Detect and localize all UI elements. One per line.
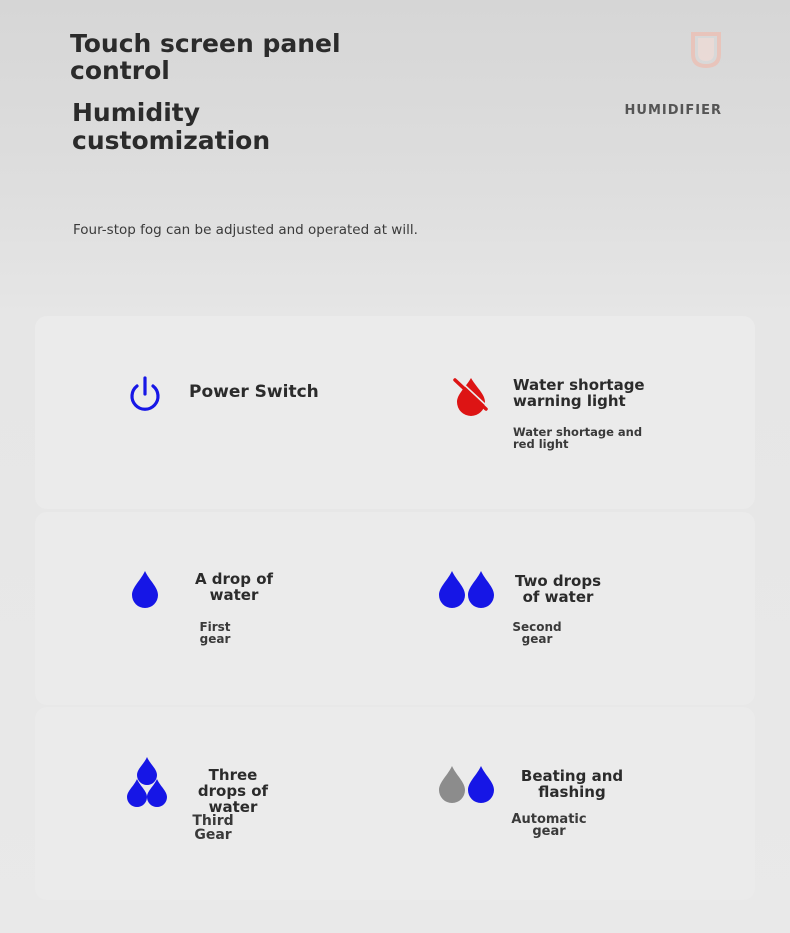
header (0, 0, 790, 300)
power-icon[interactable] (127, 376, 163, 414)
page-title: Touch screen panel control (70, 29, 341, 85)
brand-name: HUMIDIFIER (624, 103, 722, 118)
flashing-drops-icon (439, 764, 495, 804)
three-drops-sublabel: Third Gear (192, 813, 234, 843)
page-subtitle: Humidity customization (72, 98, 271, 155)
flashing-drops-sublabel: Automatic gear (511, 812, 587, 839)
two-drops-label: Two drops of water (514, 572, 602, 606)
three-drops-icon (126, 755, 168, 809)
two-drops-sublabel: Second gear (512, 620, 562, 646)
page-description: Four-stop fog can be adjusted and operated at will. (73, 222, 418, 238)
two-drops-icon (439, 569, 495, 609)
flashing-drops-label: Beating and flashing (520, 767, 624, 801)
power-switch-label: Power Switch (189, 382, 319, 402)
feature-card-2 (35, 512, 755, 705)
water-shortage-sublabel: Water shortage and red light (513, 425, 643, 451)
one-drop-sublabel: First gear (199, 620, 231, 646)
one-drop-icon (131, 569, 159, 609)
feature-card-1 (35, 316, 755, 509)
three-drops-label: Three drops of water (197, 766, 269, 816)
feature-card-3 (35, 707, 755, 900)
water-shortage-label: Water shortage warning light (513, 376, 645, 410)
red-drop-icon (452, 374, 492, 416)
brand-logo-icon (688, 30, 724, 70)
one-drop-label: A drop of water (194, 570, 274, 604)
